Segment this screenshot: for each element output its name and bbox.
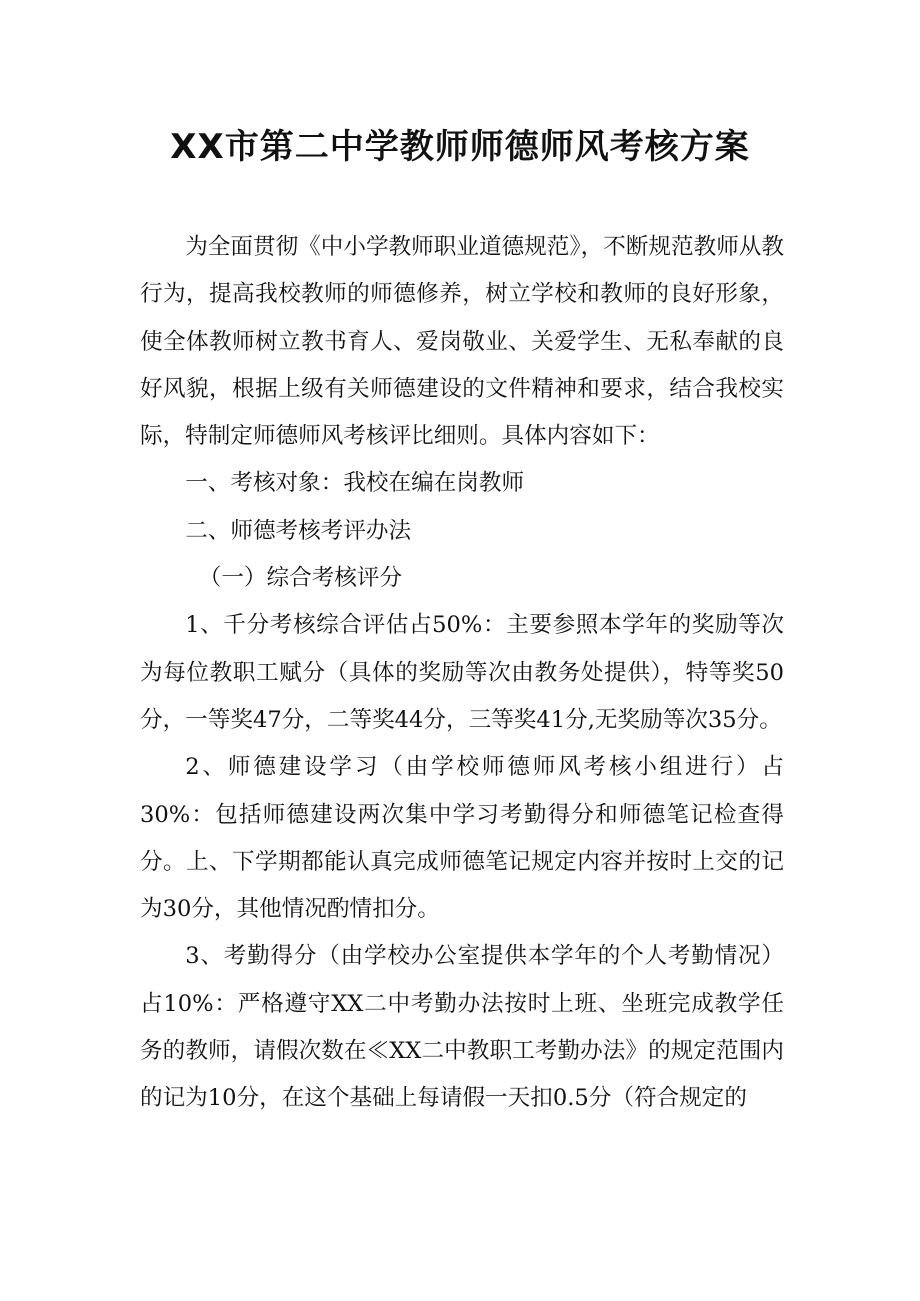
intro-paragraph: 为全面贯彻《中小学教师职业道德规范》，不断规范教师从教行为，提高我校教师的师德修养，树立学校和教师的良好形象，使全体教师树立教书育人、爱岗敬业、关爱学生、无私奉献的良好风貌，根据上级有关师德建设的文件精神和要求，结合我校实际，特制定师德师风考核评比细则。具体内容如下： (140, 234, 784, 450)
section-heading-assessment-target: 一、考核对象：我校在编在岗教师 (185, 470, 525, 497)
item-paragraph-1: 1、千分考核综合评估占50%：主要参照本学年的奖励等次为每位教职工赋分（具体的奖励等次由教务处提供），特等奖50分，一等奖47分，二等奖44分，三等奖41分,无奖励等次35分。 (140, 612, 784, 733)
item-paragraph-3: 3、考勤得分（由学校办公室提供本学年的个人考勤情况）占10%：严格遵守XX二中考勤办法按时上班、坐班完成教学任务的教师，请假次数在≪XX二中教职工考勤办法》的规定范围内的记为10分，在这个基础上每请假一天扣0.5分（符合规定的 (140, 943, 784, 1112)
subsection-heading-comprehensive-score: （一）综合考核评分 (198, 565, 403, 592)
section-heading-assessment-method: 二、师德考核考评办法 (185, 517, 412, 544)
document-body (140, 224, 784, 1123)
item-paragraph-2: 2、师德建设学习（由学校师德师风考核小组进行）占30%：包括师德建设两次集中学习考勤得分和师德笔记检查得分。上、下学期都能认真完成师德笔记规定内容并按时上交的记为30分，其他情况酌情扣分。 (140, 754, 784, 923)
document-title: XX市第二中学教师师德师风考核方案 (170, 127, 750, 167)
